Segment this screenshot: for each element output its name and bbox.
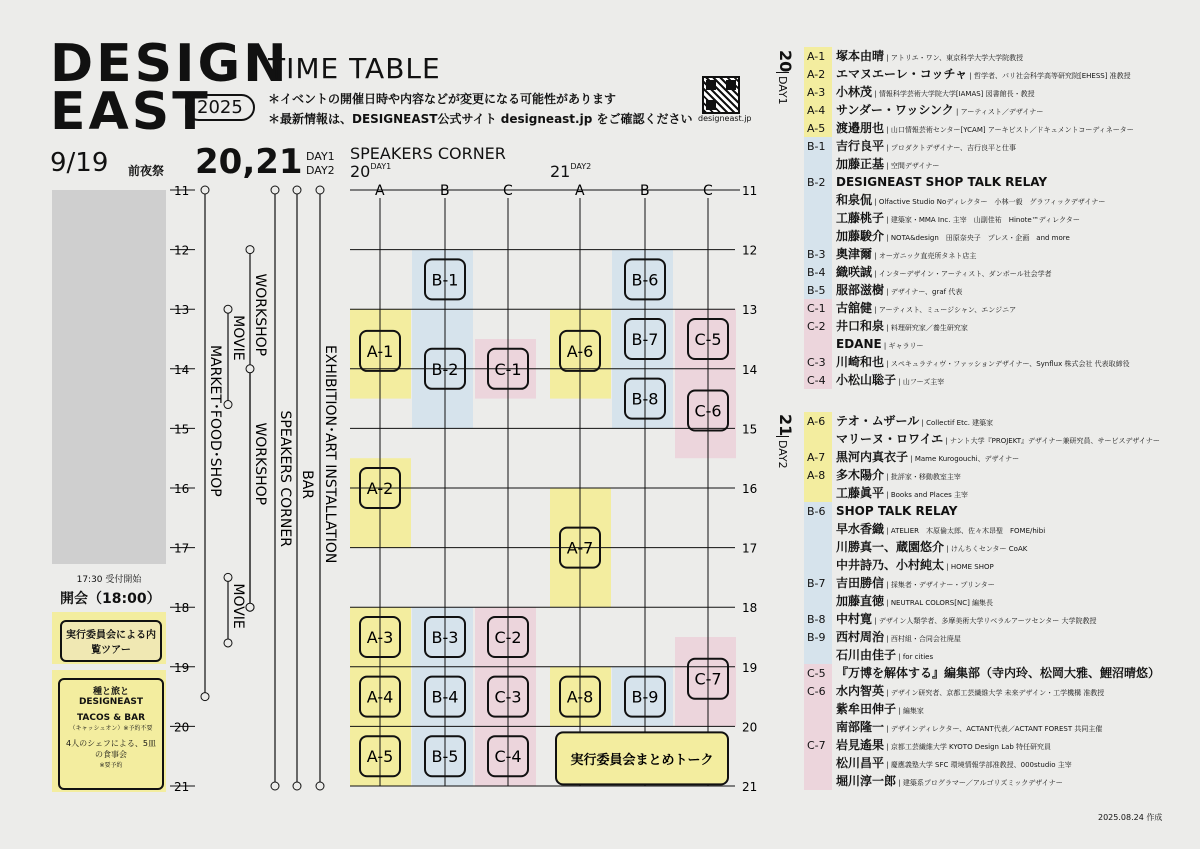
- speaker-row: [836, 775, 1063, 787]
- hour-label-left-16: 16: [174, 482, 190, 496]
- speaker-row: [836, 685, 1104, 697]
- speaker-role: | デザイナー、graf 代表: [884, 288, 963, 296]
- speaker-role: | ATELIER 木原倫太郎、佐々木昂聖 FOME/hibi: [884, 527, 1046, 535]
- speaker-role: | プロダクトデザイナー、吉行良平と仕事: [884, 144, 1017, 152]
- col-letter-0-2: C: [503, 183, 513, 199]
- program-start-4: [224, 573, 232, 581]
- speaker-name: 加藤直徳: [836, 594, 885, 608]
- speaker-code: C-6: [807, 685, 826, 698]
- session-label-B-8: B-8: [631, 389, 659, 409]
- speaker-code: A-8: [807, 469, 826, 482]
- hour-label-left-14: 14: [174, 362, 190, 377]
- qr-caption: designeast.jp: [698, 114, 752, 123]
- speaker-row: [836, 356, 1130, 368]
- speaker-role: | Books and Places 主宰: [884, 491, 968, 499]
- speaker-name: 小林茂: [836, 85, 873, 99]
- speaker-row: [836, 266, 1052, 278]
- hour-label-left-20: 20: [174, 720, 190, 735]
- program-start-6: [293, 186, 301, 194]
- speaker-name: 紫牟田伸子: [836, 702, 897, 716]
- speaker-row: [836, 739, 1051, 751]
- speaker-row: [836, 122, 1134, 134]
- eve-reception: 17:30 受付開始: [76, 575, 142, 585]
- footer-date: 2025.08.24 作成: [1098, 813, 1163, 822]
- speaker-row: [836, 469, 961, 481]
- speaker-name: 黒河内真衣子: [836, 450, 909, 464]
- hour-label-right-17: 17: [742, 541, 758, 556]
- speaker-code: B-9: [807, 631, 826, 644]
- speaker-name: 工藤眞平: [836, 486, 885, 500]
- speaker-name: 吉行良平: [836, 139, 885, 153]
- speaker-role: | 京都工芸繊維大学 KYOTO Design Lab 特任研究員: [884, 743, 1052, 751]
- speaker-row: [836, 577, 995, 589]
- speaker-row: [836, 595, 993, 607]
- eve-food2-sub: ※要予約: [99, 762, 123, 769]
- hour-label-right-14: 14: [742, 362, 758, 377]
- hour-label-right-13: 13: [742, 303, 758, 318]
- note-1: ＊イベントの開催日時や内容などが変更になる可能性があります: [268, 92, 617, 106]
- hour-label-right-12: 12: [742, 243, 758, 258]
- speaker-code: A-3: [807, 86, 826, 99]
- speaker-name: 松川昌平: [836, 756, 885, 770]
- speaker-role: | 建築家・MMA Inc. 主宰 山副佳祐 Hinote™ディレクター: [884, 216, 1080, 224]
- speaker-name: 工藤桃子: [836, 211, 885, 225]
- hour-label-right-20: 20: [742, 720, 758, 735]
- side-day2: [776, 414, 796, 469]
- program-start-2: [224, 305, 232, 313]
- speaker-code: C-7: [807, 739, 826, 752]
- speaker-row: [836, 68, 1131, 80]
- main-day1: DAY1: [306, 150, 335, 163]
- speaker-code: C-2: [807, 320, 826, 333]
- session-label-A-1: A-1: [366, 341, 394, 361]
- eve-food1-sub: （キャッシュオン）※予約不要: [69, 725, 153, 732]
- speaker-code: B-1: [807, 140, 826, 153]
- speaker-code: C-4: [807, 374, 826, 387]
- speaker-row: [836, 140, 1016, 152]
- speaker-code: C-1: [807, 302, 826, 315]
- col-letter-0-0: A: [375, 183, 385, 199]
- side-day2-num: 21: [776, 414, 795, 437]
- speaker-code: B-3: [807, 248, 826, 261]
- hour-label-left-19: 19: [174, 660, 190, 675]
- speaker-role: | 西村組・合同会社廃屋: [884, 635, 961, 643]
- speaker-name: 渡邉朋也: [836, 121, 885, 135]
- speaker-name: 加藤正基: [836, 157, 885, 171]
- speaker-name: 古舘健: [836, 301, 873, 315]
- speaker-name: 塚本由晴: [836, 49, 885, 63]
- speaker-name: 川崎和也: [836, 355, 885, 369]
- main-date: 20,21: [195, 142, 303, 182]
- program-label-6: BAR: [299, 470, 315, 500]
- hour-label-left-12: 12: [174, 243, 190, 258]
- speaker-name: 南部隆一: [836, 720, 885, 734]
- speaker-row: [836, 631, 961, 643]
- speaker-row: [836, 320, 968, 332]
- speaker-role: | デザインディレクター、ACTANT代表／ACTANT FOREST 共同主催: [884, 725, 1103, 733]
- speaker-name: 西村周治: [836, 630, 885, 644]
- side-day1: [776, 50, 796, 105]
- program-end-4: [224, 639, 232, 647]
- speaker-name: 水内智英: [836, 684, 885, 698]
- speaker-row: [836, 212, 1080, 224]
- speaker-role: | 建築系プログラマー／アルゴリズミックデザイナー: [896, 779, 1063, 787]
- speaker-row: [836, 104, 1043, 116]
- speaker-role: | インターデザイン・アーティスト、ダンボール社会学者: [872, 270, 1052, 278]
- speaker-row: [836, 757, 1072, 769]
- speaker-role: | Olfactive Studio Noディレクター 小林一毅 グラフィックデザイナー: [872, 198, 1106, 206]
- speaker-code: B-8: [807, 613, 826, 626]
- hour-label-right-16: 16: [742, 482, 758, 496]
- hour-label-left-13: 13: [174, 303, 190, 318]
- day20-label: $20^{DAY1}$: [350, 162, 392, 181]
- col-letter-1-1: B: [640, 183, 650, 199]
- session-label-B-7: B-7: [631, 330, 659, 349]
- qr-code-icon: [702, 76, 740, 114]
- speaker-code: B-4: [807, 266, 826, 279]
- hour-label-left-15: 15: [174, 422, 190, 437]
- speaker-role: | HOME SHOP: [944, 563, 994, 571]
- speaker-role: | Mame Kurogouchi、デザイナー: [908, 455, 1020, 463]
- logo-design: DESIGN: [50, 34, 290, 94]
- speaker-name: DESIGNEAST SHOP TALK RELAY: [836, 175, 1048, 189]
- hour-label-right-15: 15: [742, 422, 758, 437]
- speaker-row: [836, 415, 993, 427]
- speaker-code: A-6: [807, 415, 826, 428]
- session-label-A-4: A-4: [366, 687, 394, 707]
- hour-label-right-19: 19: [742, 660, 758, 675]
- hour-label-right-11: 11: [742, 184, 758, 198]
- session-label-B-3: B-3: [431, 628, 459, 647]
- eve-food-title: 種と旅とDESIGNEAST: [78, 687, 144, 707]
- speaker-name: 岩見遙果: [836, 738, 885, 752]
- side-day1-num: 20: [776, 50, 795, 73]
- day21-label: $21^{DAY2}$: [550, 162, 592, 181]
- program-label-3: WORKSHOP: [252, 422, 268, 506]
- year-badge: 2025: [185, 94, 255, 121]
- speaker-row: [836, 487, 968, 499]
- eve-opening: 開会（18:00）: [60, 591, 161, 607]
- program-label-4: MOVIE: [230, 583, 246, 629]
- program-end-6: [293, 782, 301, 790]
- session-label-B-1: B-1: [431, 270, 459, 290]
- speaker-row: [836, 302, 1016, 314]
- speaker-role: | NEUTRAL COLORS[NC] 編集長: [884, 599, 994, 607]
- program-label-5: SPEAKERS CORNER: [277, 410, 293, 547]
- speaker-row: [836, 338, 924, 350]
- program-end-7: [316, 782, 324, 790]
- speaker-name: 和泉侃: [836, 193, 873, 207]
- speaker-name: サンダー・ワッシンク: [836, 103, 954, 117]
- session-label-C-2: C-2: [494, 628, 522, 647]
- eve-label: 前夜祭: [128, 164, 165, 178]
- session-label-C-1: C-1: [494, 359, 522, 379]
- speaker-name: 早水香織: [836, 522, 885, 536]
- speaker-role: | ギャラリー: [881, 342, 924, 350]
- speaker-role: | オーガニック直売所タネト店主: [872, 252, 977, 260]
- speaker-row: [836, 721, 1102, 733]
- col-letter-1-2: C: [703, 183, 713, 199]
- program-label-1: MOVIE: [230, 315, 246, 361]
- speaker-name: 奥津爾: [836, 247, 873, 261]
- program-start-0: [201, 186, 209, 194]
- speaker-row: [836, 541, 1027, 553]
- speaker-role: | デザイン人類学者、多摩美術大学リベラルアーツセンター 大学院教授: [872, 617, 1097, 625]
- speaker-row: [836, 86, 1035, 98]
- session-label-C-6: C-6: [694, 401, 722, 421]
- speaker-row: [836, 374, 944, 386]
- speaker-role: | Collectif Etc. 建築家: [919, 419, 994, 427]
- program-label-0: MARKET･FOOD･SHOP: [207, 344, 223, 497]
- session-label-A-8: A-8: [566, 687, 594, 707]
- session-label-C-5: C-5: [694, 330, 722, 349]
- speaker-row: [836, 451, 1019, 463]
- session-label-B-9: B-9: [631, 687, 659, 707]
- speaker-role: | 慶應義塾大学 SFC 環境情報学部准教授、000studio 主宰: [884, 761, 1072, 769]
- speaker-name: テオ・ムザール: [836, 414, 920, 428]
- speaker-name: 加藤駿介: [836, 229, 885, 243]
- speaker-role: | 料理研究家／養生研究家: [884, 324, 968, 332]
- speaker-role: | けんちくセンター CoAK: [944, 545, 1028, 553]
- speaker-code: C-3: [807, 356, 826, 369]
- note-2: ＊最新情報は、DESIGNEAST公式サイト designeast.jp をご確認ください: [268, 112, 693, 126]
- eve-food-box: [58, 678, 164, 790]
- speaker-row: [836, 248, 976, 260]
- speaker-row: [836, 505, 957, 517]
- speaker-role: | for cities: [896, 653, 934, 661]
- closing-talk-label: 実行委員会まとめトーク: [570, 753, 714, 769]
- program-end-0: [201, 693, 209, 701]
- speaker-name: 中井詩乃、小村純太: [836, 558, 945, 572]
- program-end-2: [224, 401, 232, 409]
- program-label-7: EXHIBITION･ART INSTALLATION: [322, 344, 338, 564]
- speaker-row: [836, 559, 994, 571]
- hour-label-left-17: 17: [174, 541, 190, 556]
- speaker-role: | アトリエ・ワン、東京科学大学大学院教授: [884, 54, 1024, 62]
- speaker-name: 石川由佳子: [836, 648, 897, 662]
- main-day2: DAY2: [306, 164, 335, 177]
- speaker-role: | 山フーズ主宰: [896, 378, 945, 386]
- speaker-name: 多木陽介: [836, 468, 885, 482]
- speaker-role: | アーティスト／デザイナー: [953, 108, 1044, 116]
- session-label-A-2: A-2: [366, 479, 394, 498]
- speaker-name: SHOP TALK RELAY: [836, 504, 958, 518]
- program-start-7: [316, 186, 324, 194]
- logo-east: EAST: [50, 82, 211, 142]
- hour-label-left-18: 18: [174, 601, 190, 616]
- speaker-name: EDANE: [836, 337, 882, 351]
- program-start-1: [246, 246, 254, 254]
- speaker-code: C-5: [807, 667, 826, 680]
- session-label-B-5: B-5: [431, 747, 459, 767]
- program-label-2: WORKSHOP: [252, 273, 268, 357]
- speaker-code: B-7: [807, 577, 826, 590]
- session-label-A-6: A-6: [566, 341, 594, 361]
- speaker-row: [836, 158, 939, 170]
- speaker-row: [836, 613, 1096, 625]
- speaker-role: | 採集者・デザイナー・プリンター: [884, 581, 995, 589]
- speaker-name: 『万博を解体する』編集部（寺内玲、松岡大雅、鯉沼晴悠）: [836, 666, 1161, 680]
- speaker-name: 服部滋樹: [836, 283, 885, 297]
- speaker-code: A-1: [807, 50, 826, 63]
- session-label-A-7: A-7: [566, 538, 594, 558]
- speaker-code: A-2: [807, 68, 826, 81]
- speaker-role: | 批評家・移動教室主宰: [884, 473, 961, 481]
- session-label-A-5: A-5: [366, 747, 394, 767]
- speaker-role: | 編集家: [896, 707, 924, 715]
- speaker-role: | 空間デザイナー: [884, 162, 940, 170]
- speaker-name: 織咲誠: [836, 265, 873, 279]
- eve-food1: TACOS & BAR: [76, 713, 145, 723]
- program-start-5: [271, 186, 279, 194]
- speaker-row: [836, 284, 962, 296]
- speaker-role: | 山口情報芸術センター[YCAM] アーキビスト／ドキュメントコーディネーター: [884, 126, 1134, 134]
- speaker-role: | アーティスト、ミュージシャン、エンジニア: [872, 306, 1017, 314]
- speaker-name: 川勝真一、蔵園悠介: [836, 540, 945, 554]
- col-letter-1-0: A: [575, 183, 585, 199]
- session-label-B-6: B-6: [631, 270, 659, 290]
- speaker-name: 中村寛: [836, 612, 873, 626]
- speaker-row: [836, 667, 1160, 679]
- speaker-row: [836, 230, 1070, 242]
- program-end-3: [246, 603, 254, 611]
- session-label-C-7: C-7: [694, 669, 722, 689]
- hour-label-left-11: 11: [174, 184, 190, 198]
- speaker-role: | 情報科学芸術大学院大学[IAMAS] 図書館長・教授: [872, 90, 1035, 98]
- eve-tour-box: 実行委員会による内覧ツアー: [60, 620, 162, 662]
- speaker-row: [836, 523, 1045, 535]
- speaker-name: 吉田勝信: [836, 576, 885, 590]
- speaker-code: B-6: [807, 505, 826, 518]
- hour-label-left-21: 21: [174, 780, 190, 794]
- session-label-B-4: B-4: [431, 687, 459, 707]
- speaker-role: | 哲学者、パリ社会科学高等研究院[EHESS] 准教授: [967, 72, 1131, 80]
- speaker-row: [836, 703, 924, 715]
- speaker-code: A-4: [807, 104, 826, 117]
- speaker-row: [836, 194, 1105, 206]
- speaker-code: B-5: [807, 284, 826, 297]
- speaker-row: [836, 176, 1047, 188]
- speaker-code: A-5: [807, 122, 826, 135]
- speaker-name: 堀川淳一郎: [836, 774, 897, 788]
- speaker-role: | NOTA&design 田原奈央子 プレス・企画 and more: [884, 234, 1070, 242]
- side-day1-label: DAY1: [776, 72, 789, 105]
- side-day2-label: DAY2: [776, 436, 789, 469]
- speaker-row: [836, 433, 1160, 445]
- program-start-3: [246, 365, 254, 373]
- col-letter-0-1: B: [440, 183, 450, 199]
- session-label-C-4: C-4: [494, 747, 522, 767]
- session-label-B-2: B-2: [431, 359, 459, 379]
- speaker-name: 井口和泉: [836, 319, 885, 333]
- speaker-code: B-2: [807, 176, 826, 189]
- session-label-C-3: C-3: [494, 687, 522, 707]
- eve-gray-column: [52, 190, 166, 564]
- session-label-A-3: A-3: [366, 628, 394, 647]
- speaker-name: 小松山聡子: [836, 373, 897, 387]
- speaker-role: | デザイン研究者、京都工芸繊維大学 未来デザイン・工学機構 准教授: [884, 689, 1105, 697]
- hour-label-right-18: 18: [742, 601, 758, 616]
- speaker-role: | ナント大学『PROJEKT』デザイナー兼研究員、サービスデザイナー: [943, 437, 1160, 445]
- page-title: TIME TABLE: [268, 52, 441, 85]
- speaker-role: | スペキュラティヴ・ファッションデザイナー、Synflux 株式会社 代表取締役: [884, 360, 1130, 368]
- speaker-name: エマヌエーレ・コッチャ: [836, 67, 968, 81]
- speaker-row: [836, 50, 1023, 62]
- program-end-5: [271, 782, 279, 790]
- eve-food2: 4人のシェフによる、5皿の食事会: [65, 739, 157, 759]
- speaker-name: マリーヌ・ロワイエ: [836, 432, 944, 446]
- speakers-corner-title: SPEAKERS CORNER: [350, 144, 506, 163]
- eve-date: 9/19: [50, 148, 109, 178]
- speaker-code: A-7: [807, 451, 826, 464]
- speaker-row: [836, 649, 933, 661]
- hour-label-right-21: 21: [742, 780, 758, 794]
